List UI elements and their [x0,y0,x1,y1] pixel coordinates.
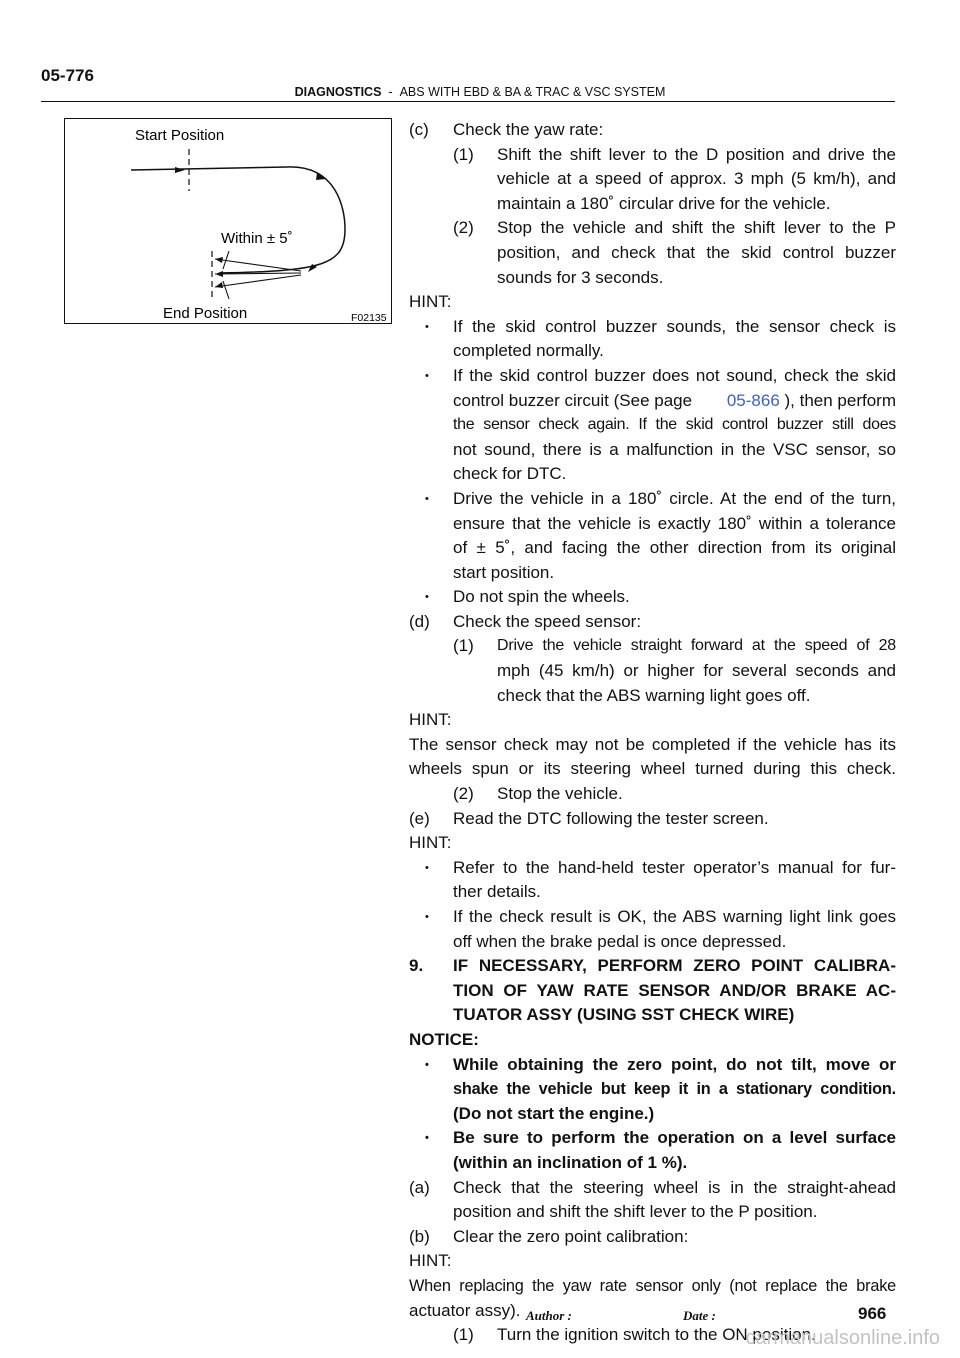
tolerance-arrowhead-upper [215,257,223,263]
within-tolerance-label: Within ± 5˚ [221,230,293,247]
step-9: 9. IF NECESSARY, PERFORM ZERO POINT CALIBRA- [409,956,896,976]
procedure-text [409,118,896,1348]
text-line: mph (45 km/h) or higher for several seconds and [497,661,896,681]
page-code: 05-776 [41,66,94,85]
text-line: maintain a 180˚ circular drive for the vehicle. [497,193,831,213]
turn-path [131,167,345,273]
text-line: TUATOR ASSY (USING SST CHECK WIRE) [453,1005,795,1025]
header-rule [41,101,895,102]
header-subsection: ABS WITH EBD & BA & TRAC & VSC SYSTEM [399,85,666,99]
step-c-1: (1) Shift the shift lever to the D position and drive the [453,144,896,164]
step-a: (a) Check that the steering wheel is in the straight-ahead [409,1177,896,1197]
text-line: shake the vehicle but keep it in a stationary condition. [453,1080,896,1099]
header-section: DIAGNOSTICS [294,85,382,99]
footer-author-label: Author : [526,1308,572,1323]
bullet-icon: • [425,591,429,604]
step-d-2: (2) Stop the vehicle. [453,784,623,804]
text-line: When replacing the yaw rate sensor only (not replace the brake [409,1276,896,1295]
bullet-item: • While obtaining the zero point, do not tilt, move or [409,1053,896,1078]
text-line: not sound, there is a malfunction in the VSC sensor, so [453,439,896,459]
step-c-2: (2) Stop the vehicle and shift the shift lever to the P [453,218,896,238]
path-arrow-start [175,167,185,173]
bullet-item: • If the skid control buzzer sounds, the sensor check is [409,315,896,340]
bullet-icon: • [425,1058,429,1071]
step-b: (b) Clear the zero point calibration: [409,1226,689,1246]
start-position-label: Start Position [135,127,225,144]
turn-diagram [65,119,393,325]
end-position-label: End Position [163,305,248,322]
hint-label: HINT: [409,292,452,312]
tolerance-arrowhead-lower [215,282,223,288]
page-link-05-866[interactable]: 05-866 [726,390,780,410]
text-line: position, and check that the skid control buzzer [497,242,896,262]
text-line: off when the brake pedal is once depressed. [453,931,787,951]
text-line: (within an inclination of 1 %). [453,1152,688,1172]
bullet-item: • Do not spin the wheels. [409,585,896,610]
text-line: the sensor check again. If the skid control buzzer still does [453,416,896,434]
bullet-icon: • [425,369,429,382]
step-e: (e) Read the DTC following the tester screen. [409,808,769,828]
hint-label: HINT: [409,710,452,730]
footer-page-number: 966 [858,1304,887,1323]
hint-label: HINT: [409,833,452,853]
tolerance-arrowhead-middle [215,271,223,277]
text-line: vehicle at a speed of approx. 3 mph (5 km/h), and [497,169,896,189]
text-line: position and shift the shift lever to the P position. [453,1202,818,1222]
step-b-1: (1) Turn the ignition switch to the ON position. [453,1325,816,1345]
text-line: start position. [453,562,555,582]
bullet-icon: • [425,861,429,874]
text-line: check that the ABS warning light goes off. [497,685,811,705]
text-line: check for DTC. [453,464,567,484]
bullet-icon: • [425,1132,429,1145]
text-line: The sensor check may not be completed if the vehicle has its [409,734,896,754]
path-arrow-top [316,173,326,180]
step-d-1: (1) Drive the vehicle straight forward at the speed of 28 [453,636,896,656]
text-line: of ± 5˚, and facing the other direction from its original [453,538,896,558]
watermark: carmanualsonline.info [745,1327,940,1349]
text-line: wheels spun or its steering wheel turned during this check. [409,759,896,779]
text-line: ther details. [453,882,541,902]
bullet-item: • If the skid control buzzer does not sound, check the skid [409,364,896,389]
bullet-icon: • [425,320,429,333]
yaw-rate-figure [64,118,392,324]
figure-id: F02135 [351,312,387,324]
text-line: ensure that the vehicle is exactly 180˚ within a tolerance [453,513,896,533]
bullet-item: • Refer to the hand-held tester operator’s manual for fur- [409,856,896,881]
text-line: control buzzer circuit (See page 05-866 ), then perform [453,390,896,410]
step-d: (d) Check the speed sensor: [409,611,642,631]
footer-date-label: Date : [683,1308,716,1323]
end-leader-line [223,281,229,299]
notice-label: NOTICE: [409,1029,479,1049]
text-line: sounds for 3 seconds. [497,267,664,287]
text-line: actuator assy). [409,1300,521,1320]
tolerance-arrow-lower [215,275,301,287]
text-line: completed normally. [453,341,604,361]
bullet-icon: • [425,492,429,505]
bullet-item: • Drive the vehicle in a 180˚ circle. At the end of the turn, [409,487,896,512]
header-title [0,85,960,99]
hint-label: HINT: [409,1251,452,1271]
step-c: (c) Check the yaw rate: [409,120,604,139]
header-separator: - [388,85,393,99]
text-line: (Do not start the engine.) [453,1103,655,1123]
bullet-icon: • [425,911,429,923]
bullet-item: • Be sure to perform the operation on a level surface [409,1126,896,1151]
text-line: TION OF YAW RATE SENSOR AND/OR BRAKE AC- [453,980,896,1000]
tolerance-arrow-upper [215,259,301,271]
bullet-item: • If the check result is OK, the ABS warning light link goes [409,905,896,930]
